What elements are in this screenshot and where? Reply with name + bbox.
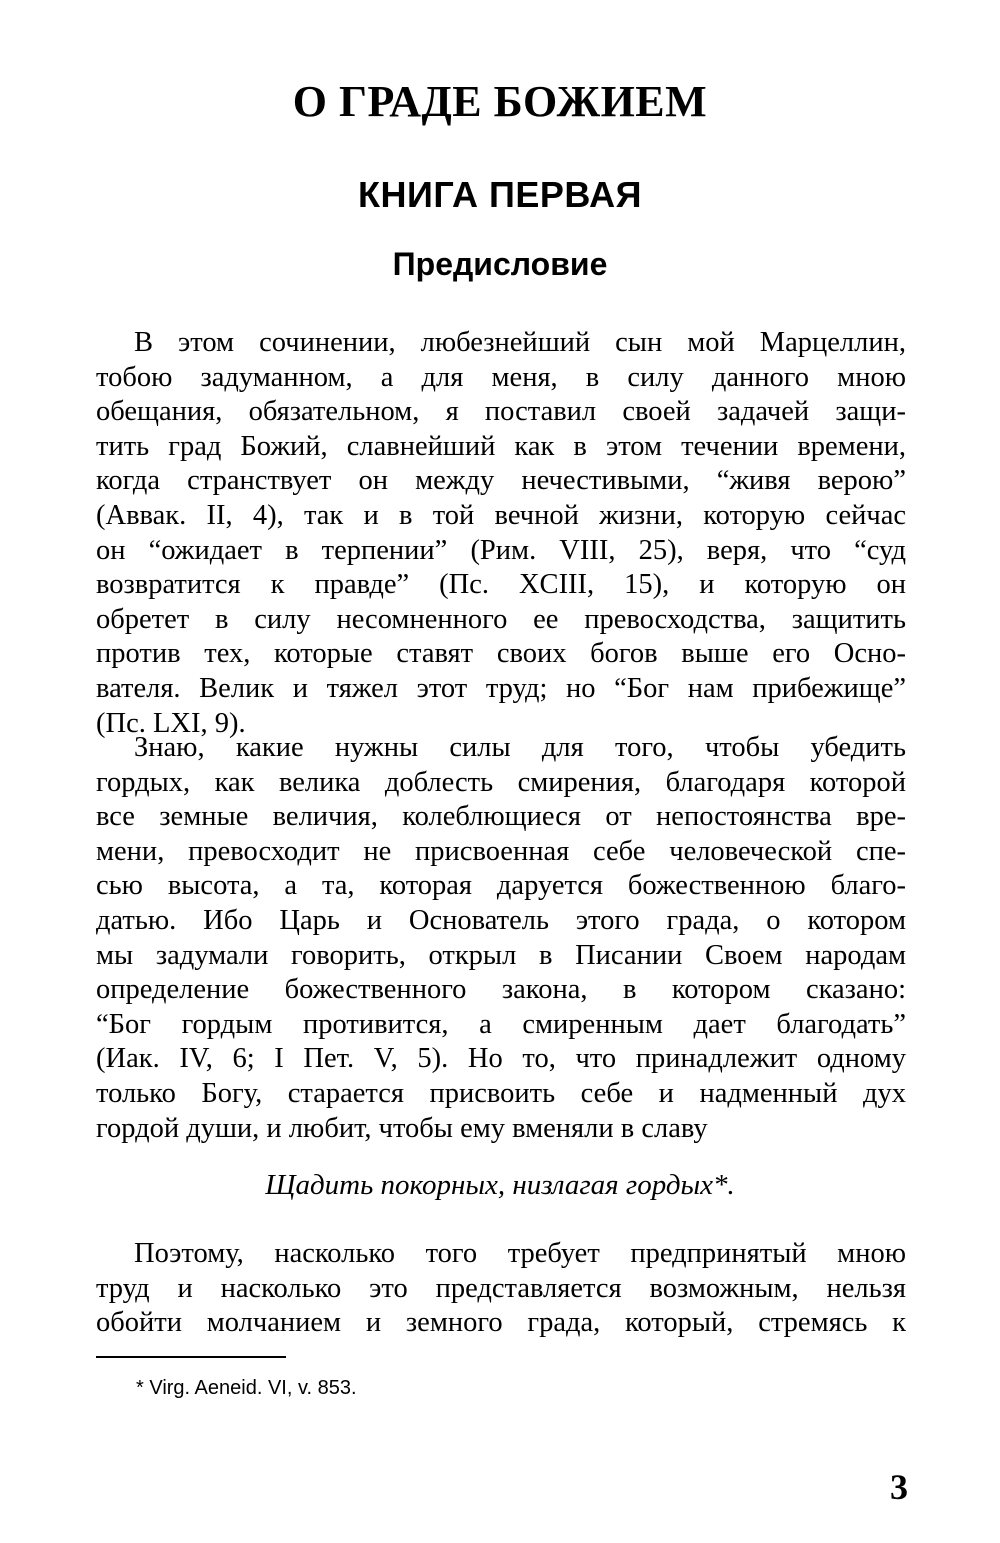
- paragraph-2: [96, 731, 906, 1146]
- text-line: В этом сочинении, любезнейший сын мой Марцеллин,: [134, 327, 906, 358]
- verse-quote: Щадить покорных, низлагая гордых*.: [265, 1169, 735, 1201]
- text-line: гордых, как велика доблесть смирения, благодаря которой: [96, 766, 906, 798]
- text-line: когда странствует он между нечестивыми, “живя верою”: [96, 465, 906, 497]
- text-line: (Аввак. II, 4), так и в той вечной жизни, которую сейчас: [96, 499, 906, 531]
- text-line: труд и насколько это представляется возможным, нельзя: [96, 1272, 906, 1304]
- text-line: датью. Ибо Царь и Основатель этого града, о котором: [96, 904, 906, 936]
- book-heading: КНИГА ПЕРВАЯ: [358, 174, 642, 215]
- footnote: * Virg. Aeneid. VI, v. 853.: [136, 1377, 357, 1399]
- text-line: он “ожидает в терпении” (Рим. VIII, 25), веря, что “суд: [96, 534, 906, 566]
- text-line: против тех, которые ставят своих богов выше его Осно-: [96, 638, 906, 670]
- text-line: (Иак. IV, 6; I Пет. V, 5). Но то, что принадлежит одному: [96, 1043, 906, 1075]
- text-line: Знаю, какие нужны силы для того, чтобы убедить: [134, 732, 906, 763]
- text-line: Поэтому, насколько того требует предпринятый мною: [134, 1238, 906, 1269]
- text-line: мени, превосходит не присвоенная себе человеческой спе-: [96, 835, 906, 867]
- text-line: все земные величия, колеблющиеся от непостоянства вре-: [96, 801, 906, 833]
- text-line: обретет в силу несомненного ее превосходства, защитить: [96, 603, 906, 635]
- footnote-divider: [96, 1356, 286, 1358]
- text-line: определение божественного закона, в котором сказано:: [96, 974, 906, 1006]
- paragraph-3: [96, 1237, 906, 1341]
- text-line: только Богу, старается присвоить себе и надменный дух: [96, 1077, 906, 1109]
- section-heading: Предисловие: [392, 246, 608, 282]
- text-line: мы задумали говорить, открыл в Писании Своем народам: [96, 939, 906, 971]
- page-title: О ГРАДЕ БОЖИЕМ: [292, 77, 708, 126]
- text-line: тобою задуманном, а для меня, в силу данного мною: [96, 361, 906, 393]
- text-line: вателя. Велик и тяжел этот труд; но “Бог нам прибежище”: [96, 672, 906, 704]
- paragraph-1: [96, 326, 906, 741]
- text-line: сью высота, а та, которая даруется божественною благо-: [96, 870, 906, 902]
- text-line: обойти молчанием и земного града, который, стремясь к: [96, 1307, 906, 1339]
- text-line: тить град Божий, славнейший как в этом течении времени,: [96, 430, 906, 462]
- text-line: гордой души, и любит, чтобы ему вменяли в славу: [96, 1112, 708, 1144]
- text-line: “Бог гордым противится, а смиренным дает благодать”: [96, 1008, 906, 1040]
- text-line: возвратится к правде” (Пс. XCIII, 15), и которую он: [96, 569, 906, 601]
- page-number: 3: [890, 1467, 908, 1507]
- text-line: обещания, обязательном, я поставил своей задачей защи-: [96, 396, 906, 428]
- text-line: (Пс. LXI, 9).: [96, 707, 246, 739]
